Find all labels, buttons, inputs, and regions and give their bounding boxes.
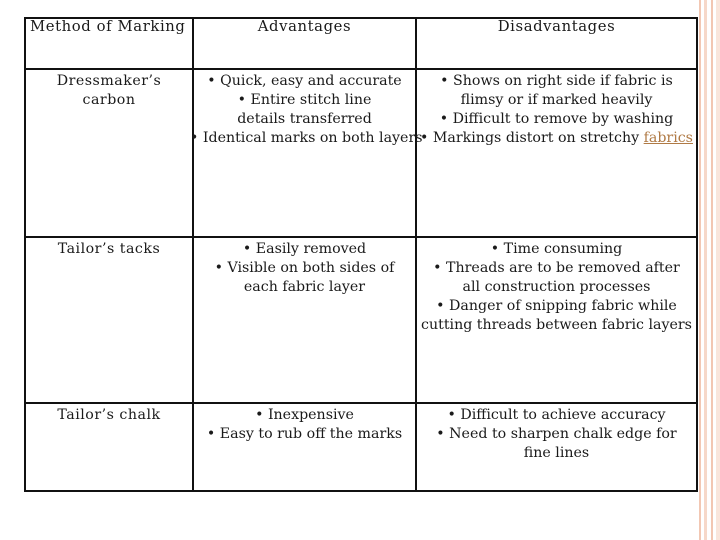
advantages-cell <box>190 69 423 237</box>
disadvantage-item: • Markings distort on stretchy <box>420 130 640 146</box>
advantages-cell <box>193 403 416 491</box>
disadvantage-item: • Danger of snipping fabric while cutting threads between fabric layers <box>421 298 692 333</box>
header-disadvantages-label: Disadvantages <box>497 18 616 35</box>
decorative-stripe <box>704 0 707 540</box>
disadvantage-item: • Shows on right side if fabric is flimsy or if marked heavily <box>440 73 673 108</box>
header-method-label: Method of Marking <box>30 18 186 35</box>
header-method <box>25 18 193 69</box>
header-advantages <box>193 18 416 69</box>
advantage-item: • Visible on both sides of each fabric layer <box>214 260 395 295</box>
disadvantage-item: • Difficult to remove by washing <box>439 111 674 127</box>
decorative-stripe <box>716 0 720 540</box>
advantages-cell <box>193 237 416 403</box>
header-advantages-label: Advantages <box>257 18 352 35</box>
disadvantages-cell <box>416 237 697 403</box>
table-row <box>25 403 697 491</box>
table-row <box>25 237 697 403</box>
method-label: Tailor’s chalk <box>57 407 161 423</box>
advantage-item: • Easily removed <box>242 241 367 257</box>
method-cell <box>25 69 193 237</box>
disadvantage-item-with-link <box>419 129 694 148</box>
disadvantages-cell <box>416 403 697 491</box>
fabrics-link[interactable]: fabrics <box>643 130 693 146</box>
marking-methods-table <box>24 17 698 492</box>
method-label: Tailor’s tacks <box>57 241 161 257</box>
advantage-item: • Entire stitch line details transferred <box>237 92 372 127</box>
header-disadvantages <box>416 18 697 69</box>
advantage-item: • Quick, easy and accurate <box>207 73 402 89</box>
disadvantage-item: • Threads are to be removed after all construction processes <box>433 260 680 295</box>
table-row <box>25 69 697 237</box>
disadvantage-item: • Time consuming <box>490 241 623 257</box>
disadvantage-item: • Difficult to achieve accuracy <box>447 407 666 423</box>
advantage-item: • Identical marks on both layers <box>190 130 423 146</box>
disadvantage-item: • Need to sharpen chalk edge for fine lines <box>436 426 677 461</box>
method-cell <box>25 237 193 403</box>
method-label: Dressmaker’s carbon <box>56 73 162 108</box>
table-header-row <box>25 18 697 69</box>
method-cell <box>25 403 193 491</box>
advantage-item: • Inexpensive <box>255 407 354 423</box>
decorative-stripe <box>699 0 701 540</box>
decorative-stripe <box>711 0 713 540</box>
advantage-item: • Easy to rub off the marks <box>206 426 403 442</box>
disadvantages-cell <box>416 69 697 237</box>
